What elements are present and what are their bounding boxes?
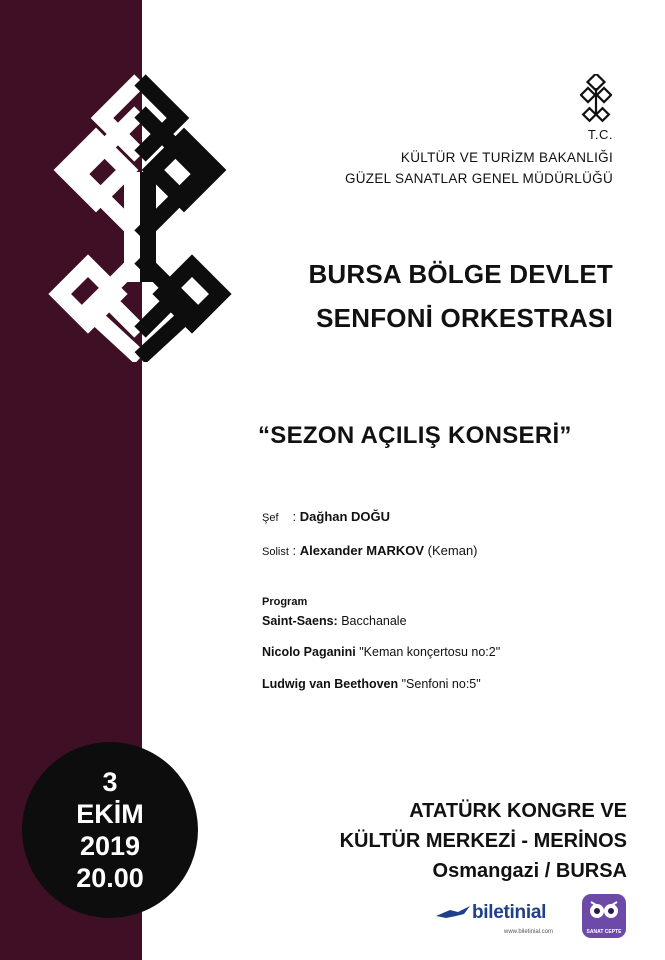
program-composer: Ludwig van Beethoven <box>262 677 399 691</box>
date-month: EKİM <box>76 799 144 829</box>
program-work: "Keman konçertosu no:2" <box>359 645 501 659</box>
ministry-line-1: KÜLTÜR VE TURİZM BAKANLIĞI <box>400 150 613 165</box>
venue-line-1: ATATÜRK KONGRE VE <box>409 800 627 822</box>
biletinial-wordmark: biletinial <box>472 902 547 923</box>
soloist-role: Solist <box>262 546 289 558</box>
concert-title: “SEZON AÇILIŞ KONSERİ” <box>258 422 572 449</box>
owl-icon <box>582 894 626 928</box>
ministry-name <box>345 147 613 189</box>
biletinial-url: www.biletinial.com <box>504 929 554 935</box>
program-item <box>262 614 407 628</box>
conductor-name: Dağhan DOĞU <box>299 509 391 524</box>
sanat-cepte-logo[interactable] <box>582 894 626 938</box>
orchestra-title <box>308 252 613 340</box>
tc-label: T.C. <box>587 127 613 142</box>
soloist-credit <box>262 543 478 558</box>
venue-line-2: KÜLTÜR MERKEZİ - MERİNOS <box>339 830 627 852</box>
orchestra-line-1: BURSA BÖLGE DEVLET <box>308 259 613 289</box>
venue-line-3: Osmangazi / BURSA <box>432 860 627 882</box>
date-badge <box>22 742 198 918</box>
program-composer: Nicolo Paganini <box>262 645 356 659</box>
soloist-name: Alexander MARKOV <box>299 543 425 558</box>
date-day: 3 <box>102 767 118 797</box>
conductor-credit <box>262 509 390 524</box>
program-work: Bacchanale <box>341 614 407 628</box>
soloist-separator: : <box>292 543 297 558</box>
ministry-line-2: GÜZEL SANATLAR GENEL MÜDÜRLÜĞÜ <box>344 171 613 186</box>
date-time: 20.00 <box>76 863 144 893</box>
program-heading: Program <box>262 596 308 608</box>
knot-motif-icon <box>40 52 240 362</box>
sanat-cepte-label: SANAT CEPTE <box>586 929 622 935</box>
program-item <box>262 677 481 691</box>
date-year: 2019 <box>79 831 141 861</box>
biletinial-logo[interactable] <box>436 902 546 924</box>
program-composer: Saint-Saens: <box>262 614 338 628</box>
program-item <box>262 645 500 659</box>
program-work: "Senfoni no:5" <box>401 677 481 691</box>
conductor-role: Şef <box>262 512 279 524</box>
ministry-emblem-icon <box>580 74 612 126</box>
biletinial-bird-icon <box>436 904 472 922</box>
orchestra-line-2: SENFONİ ORKESTRASI <box>316 303 613 333</box>
soloist-instrument: (Keman) <box>427 543 478 558</box>
conductor-separator: : <box>292 509 297 524</box>
venue-block <box>340 796 627 886</box>
